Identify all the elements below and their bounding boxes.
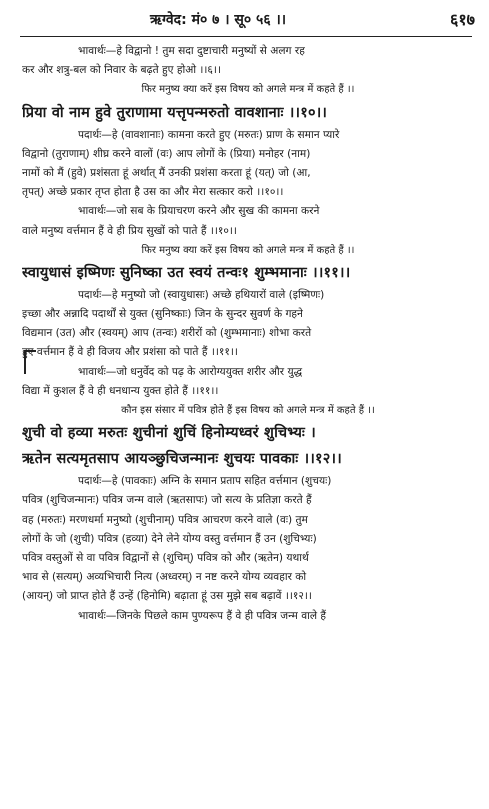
text-line: पवित्र (शुचिजन्मानः) पवित्र जन्म वाले (ऋतसापः) जो सत्य के प्रतिज्ञा करते हैं bbox=[22, 494, 312, 507]
caption-line: फिर मनुष्य क्या करें इस विषय को अगले मन्त्र में कहते हैं ।। bbox=[141, 84, 355, 96]
mantra-verse: ऋतेन सत्यमृतसाप आयञ्छुचिजन्मानः शुचयः पावकाः ।।१२।। bbox=[22, 451, 342, 468]
text-line: भावार्थः—जो धनुर्वेद को पढ़ के आरोग्ययुक्त शरीर और युद्ध bbox=[78, 365, 303, 378]
text-line: भाव से (सत्यम्) अव्यभिचारी नित्य (अध्वरम्) न नष्ट करने योग्य व्यवहार को bbox=[22, 571, 307, 584]
text-line: पवित्र वस्तुओं से वा पवित्र विद्वानों से (शुचिम्) पवित्र को और (ऋतेन) यथार्थ bbox=[22, 551, 309, 564]
text-line: तृपत्) अच्छे प्रकार तृप्त होता है उस का और मेरा सत्कार करो ।।१०।। bbox=[22, 186, 284, 199]
text-line: विद्यमान (उत) और (स्वयम्) आप (तन्वः) शरीरों को (शुम्भमानाः) शोभा करते bbox=[22, 327, 312, 340]
text-line: विद्वानो (तुराणाम्) शीघ्र करने वालों (वः) आप लोगों के (प्रिया) मनोहर (नाम) bbox=[22, 147, 311, 160]
page-body bbox=[22, 42, 474, 626]
mantra-verse: स्वायुधासं इष्मिणः सुनिष्का उत स्वयं तन्वः१ शुम्भमानाः ।।११।। bbox=[22, 264, 351, 281]
text-line: भावार्थः—हे विद्वानो ! तुम सदा दुष्टाचारी मनुष्यों से अलग रह bbox=[78, 45, 305, 57]
text-line: इच्छा और अन्नादि पदार्थों से युक्त (सुनिष्काः) जिन के सुन्दर सुवर्ण के गहने bbox=[22, 308, 303, 321]
text-line: पदार्थः—हे मनुष्यो जो (स्वायुधासः) अच्छे हथियारों वाले (इष्मिणः) bbox=[78, 288, 325, 301]
text-line: भावार्थः—जिनके पिछले काम पुण्यरूप हैं वे ही पवित्र जन्म वाले हैं bbox=[78, 609, 327, 622]
running-title: ऋग्वेद: मं० ७ । सू० ५६ ।। bbox=[150, 12, 287, 28]
text-line: वाले मनुष्य वर्त्तमान हैं वे ही प्रिय सुखों को पाते हैं ।।१०।। bbox=[22, 224, 237, 237]
text-line: विद्या में कुशल हैं वे ही धनधान्य युक्त होते हैं ।।११।। bbox=[22, 384, 219, 397]
text-line: लोगों के जो (शुची) पवित्र (हव्या) देने लेने योग्य वस्तु वर्त्तमान हैं उन (शुचिभ्यः) bbox=[22, 532, 317, 545]
text-line: नामों को मैं (हुवे) प्रशंसता हूं अर्थात् मैं उनकी प्रशंसा करता हूं (यत्) जो (आ, bbox=[22, 166, 311, 179]
text-line: पदार्थः—हे (पावकाः) अग्नि के समान प्रताप सहित वर्त्तमान (शुचयः) bbox=[78, 475, 332, 488]
caption-line: फिर मनुष्य क्या करें इस विषय को अगले मन्त्र में कहते हैं ।। bbox=[141, 244, 355, 256]
text-line: (आयन्) जो प्राप्त होते हैं उन्हें (हिनोमि) बढ़ाता हूं उस मुझे सब बढ़ावें ।।१२।। bbox=[22, 590, 312, 603]
header-rule bbox=[20, 36, 472, 37]
text-line: हुए वर्त्तमान हैं वे ही विजय और प्रशंसा को पाते हैं ।।११।। bbox=[22, 346, 238, 359]
page-number: ६१७ bbox=[450, 10, 475, 29]
mantra-verse: प्रिया वो नाम हुवे तुराणामा यत्तृपन्मरुतो वावशानाः ।।१०।। bbox=[22, 104, 328, 121]
mantra-verse: शुची वो हव्या मरुतः शुचीनां शुचिं हिनोम्यध्वरं शुचिभ्यः । bbox=[22, 425, 316, 442]
text-line: पदार्थः—हे (वावशानाः) कामना करते हुए (मरुतः) प्राण के समान प्यारे bbox=[78, 128, 340, 141]
text-line: वह (मरुतः) मरणधर्मा मनुष्यो (शुचीनाम्) पवित्र आचरण करने वाले (वः) तुम bbox=[22, 513, 308, 526]
page-header bbox=[0, 6, 489, 34]
text-line: भावार्थः—जो सब के प्रियाचरण करने और सुख की कामना करने bbox=[78, 205, 320, 218]
text-line: कर और शत्रु-बल को निवार के बढ़ते हुए होओ ।।६।। bbox=[22, 64, 221, 77]
caption-line: कौन इस संसार में पवित्र होते हैं इस विषय को अगले मन्त्र में कहते हैं ।। bbox=[121, 405, 375, 416]
